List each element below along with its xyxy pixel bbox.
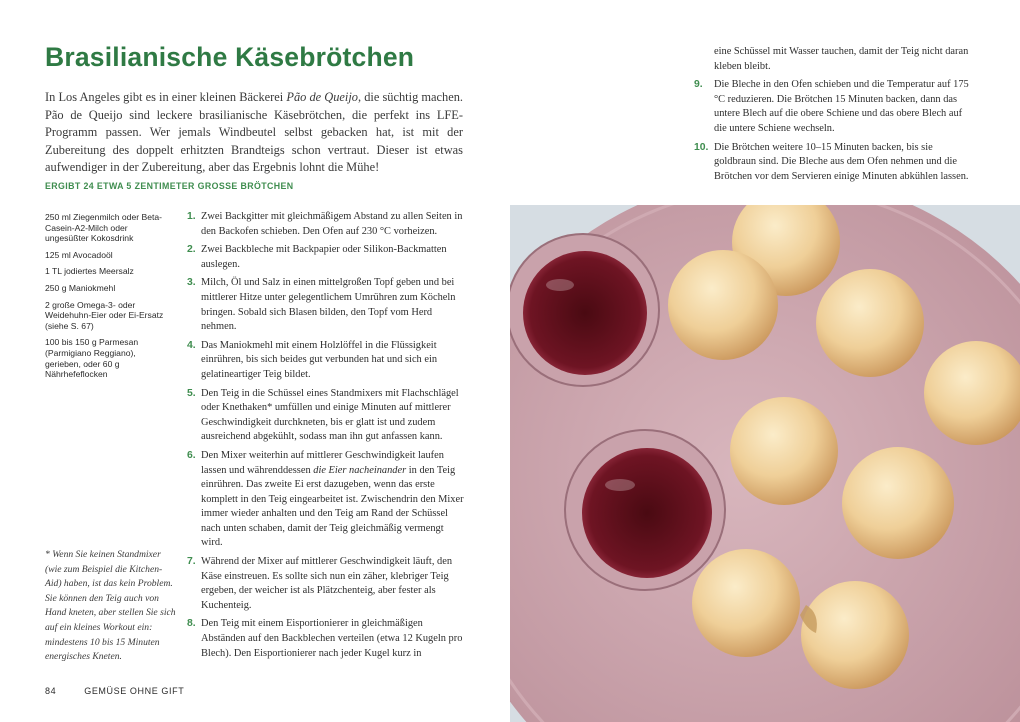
step-number: 4.: [187, 339, 196, 351]
step-number: 5.: [187, 387, 196, 399]
step-item: [694, 78, 976, 136]
recipe-title: Brasilianische Käsebrötchen: [45, 42, 415, 72]
step-text: Zwei Backgitter mit gleichmäßigem Abstand zu allen Seiten in den Backofen schieben. Den Ofen auf 230 °C vorheizen.: [201, 211, 463, 237]
step-number: 7.: [187, 556, 196, 568]
step-item: [187, 339, 465, 383]
step-number: 1.: [187, 211, 196, 222]
page-footer: [45, 686, 184, 696]
step-text: Milch, Öl und Salz in einen mittelgroßen Topf geben und bei mittlerer Hitze unter gelegentlichem Umrühren zum Köcheln bringen. Sobald sich Blasen bilden, den Topf vom Herd nehmen.: [201, 277, 456, 333]
step-item: [694, 141, 976, 185]
step-number: 8.: [187, 618, 196, 630]
step-text: eine Schüssel mit Wasser tauchen, damit der Teig nicht daran kleben bleibt.: [714, 46, 969, 72]
yield-line: ERGIBT 24 ETWA 5 ZENTIMETER GROSSE BRÖTCHEN: [45, 181, 294, 191]
step-item: [187, 210, 465, 239]
ingredient-item: 100 bis 150 g Parmesan (Parmigiano Reggiano), gerieben, oder 60 g Nährhefeflocken: [45, 337, 139, 380]
step-text-part: in den Teig einrühren. Das zweite Ei erst dazugeben, wenn das erste komplett in den Teig eingearbeitet ist. Zwischendrin den Mixer immer wieder anhalten und den Teig am Rand der Schüssel nach unten schaben, damit der Teig gleichmäßig vermengt wird.: [201, 464, 464, 549]
step-number: 2.: [187, 244, 196, 256]
step-item: [187, 276, 465, 334]
step-text: Die Brötchen weitere 10–15 Minuten backen, bis sie goldbraun sind. Die Bleche aus dem Ofen nehmen und die Brötchen vor dem Servieren einige Minuten abkühlen lassen.: [714, 141, 969, 182]
step-item: [187, 449, 465, 551]
step-number: 6.: [187, 449, 196, 461]
running-head: GEMÜSE OHNE GIFT: [84, 686, 185, 696]
ingredient-item: 250 g Maniokmehl: [45, 282, 116, 293]
step-text: Den Teig in die Schüssel eines Standmixers mit Flachschlägel oder Knethaken* umfüllen und einige Minuten auf mittlerer Geschwindigkeit durchkneten, bis er glatt ist und zudem ausreichend abgekühlt, sodass man ihn gut anfassen kann.: [201, 387, 459, 443]
ingredient-list: [45, 212, 170, 386]
step-number: 10.: [694, 141, 709, 153]
step-text: Zwei Backbleche mit Backpapier oder Silikon-Backmatten auslegen.: [201, 244, 447, 270]
step-number: 3.: [187, 277, 196, 289]
intro-text-2: , die süchtig machen. Pão de Queijo sind leckere brasilianische Käsebrötchen, die perfekt ins LFE-Programm passen. Wer jemals Windbeutel selbst gebacken hat, ist mit der Zubereitung des doppelt erhitzten Brandteigs schon vertraut. Dieser ist etwas aufwendiger in der Zubereitung, aber das Ergebnis lohnt die Mühe!: [45, 90, 464, 175]
page-number: 84: [45, 686, 57, 696]
step-emphasis: die Eier nacheinander: [313, 464, 407, 476]
ingredient-item: 1 TL jodiertes Meersalz: [45, 266, 134, 277]
ingredient-item: 250 ml Ziegenmilch oder Beta-Casein-A2-Milch oder ungesüßter Kokosdrink: [45, 212, 163, 244]
step-text: Die Bleche in den Ofen schieben und die Temperatur auf 175 °C reduzieren. Die Brötchen 15 Minuten backen, dann das untere Blech auf die obere Schiene und das obere Blech auf die untere Schiene wechseln.: [714, 79, 969, 134]
step-text-part: Den Mixer weiterhin auf mittlerer Geschwindigkeit laufen lassen und währenddessen: [201, 449, 444, 476]
step-item: [187, 617, 465, 661]
intro-emphasis: Pão de Queijo: [286, 90, 358, 104]
step-text: [201, 450, 464, 549]
step-text: Den Teig mit einem Eisportionierer in gleichmäßigen Abständen auf den Backblechen verteilen (etwa 12 Kugeln pro Blech). Den Eisportionierer nach jeder Kugel kurz in: [201, 618, 463, 659]
food-illustration: [510, 205, 1020, 722]
step-continuation: [694, 45, 976, 74]
steps-list: [187, 210, 465, 665]
intro-paragraph: [45, 89, 463, 177]
step-text: Während der Mixer auf mittlerer Geschwindigkeit läuft, den Käse einstreuen. Es sollte sich nun ein zäher, klebriger Teig ergeben, der weicher ist als Plätzchenteig, aber fester als Kuchenteig.: [201, 556, 453, 611]
step-item: [187, 243, 465, 272]
wine-glass-1: [510, 234, 659, 386]
steps-list-continued: [694, 45, 976, 188]
step-item: [187, 387, 465, 445]
step-text: Das Maniokmehl mit einem Holzlöffel in die Flüssigkeit einrühren, bis sich beides gut verbunden hat und sich ein gelatineartiger Teig bildet.: [201, 339, 438, 380]
step-number: 9.: [694, 79, 703, 91]
ingredient-item: 2 große Omega-3- oder Weidehuhn-Eier oder Ei-Ersatz (siehe S. 67): [45, 299, 164, 331]
step-item: [187, 555, 465, 613]
ingredient-item: 125 ml Avocadoöl: [45, 249, 113, 260]
food-photo: [510, 205, 1020, 722]
wine-glass-2: [565, 430, 725, 590]
footnote: * Wenn Sie keinen Standmixer (wie zum Beispiel die Kitchen-Aid) haben, ist das kein Problem. Sie können den Teig auch von Hand kneten, aber stellen Sie sich auf ein kleines Workout ein: mindestens 10 bis 15 Minuten energisches Kneten.: [45, 549, 176, 663]
intro-text-1: In Los Angeles gibt es in einer kleinen Bäckerei: [45, 90, 287, 104]
